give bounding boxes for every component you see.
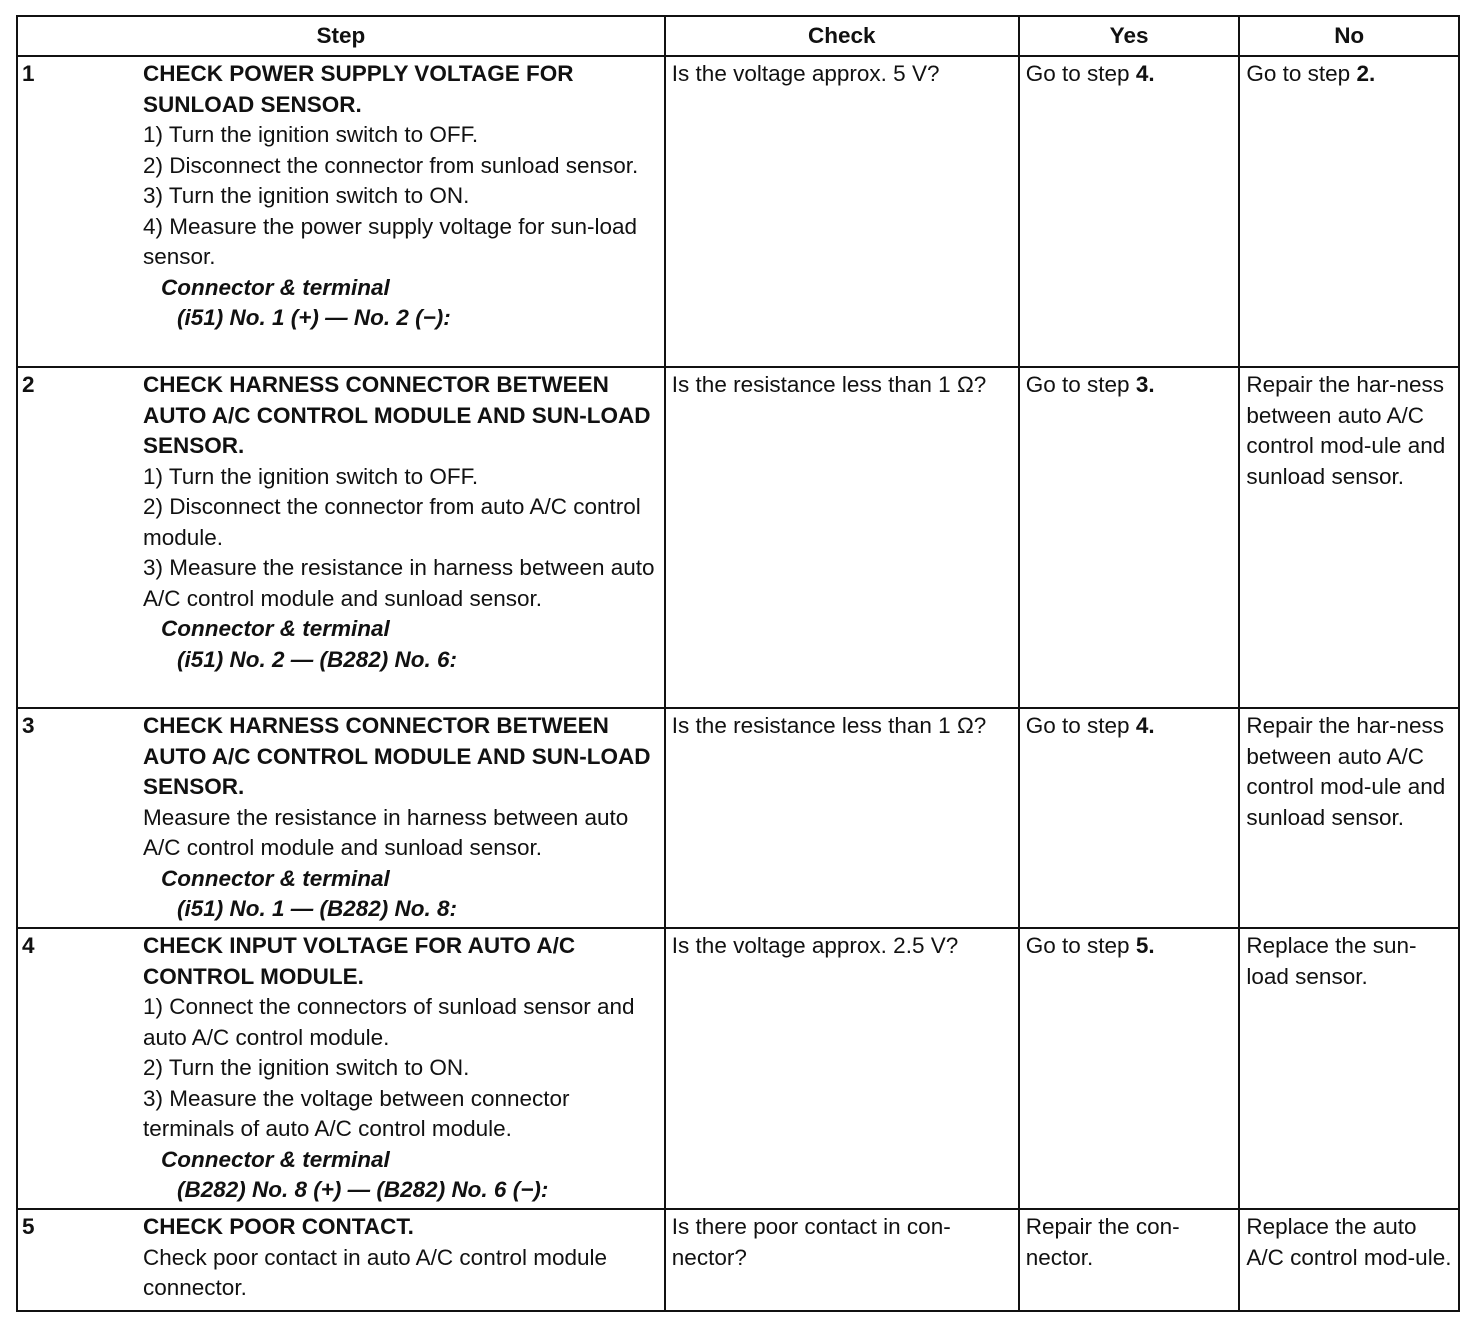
header-no: No [1239,16,1459,56]
connector-terminal-label: Connector & terminal [161,1146,390,1172]
step-instruction: 1) Turn the ignition switch to OFF. [143,122,479,147]
diagnostic-table [16,15,1460,1312]
check-question: Is the resistance less than 1 Ω? [671,713,987,738]
table-row [17,367,1459,708]
step-cell [17,367,665,708]
connector-terminal-label: Connector & terminal [161,865,390,891]
step-cell [17,708,665,928]
yes-cell [1019,367,1240,708]
step-number: 3 [22,713,35,738]
step-instruction: 2) Disconnect the connector from auto A/C control module. [143,494,641,550]
header-step: Step [17,16,665,56]
step-instruction: 4) Measure the power supply voltage for sun-load sensor. [143,213,638,269]
step-title: CHECK HARNESS CONNECTOR BETWEEN AUTO A/C CONTROL MODULE AND SUN-LOAD SENSOR. [143,713,651,799]
step-number: 2 [22,372,35,397]
yes-action-text: Repair the con-nector. [1025,1214,1180,1270]
check-cell [665,367,1019,708]
no-action-text: Repair the har-ness between auto A/C control mod-ule and sunload sensor. [1246,713,1446,830]
step-number: 4 [22,933,35,958]
no-action-text: Repair the har-ness between auto A/C control mod-ule and sunload sensor. [1246,372,1446,489]
connector-terminal-value: (i51) No. 1 — (B282) No. 8: [177,896,458,921]
yes-step-ref: 5. [1135,933,1155,958]
yes-cell [1019,928,1240,1209]
step-title: CHECK INPUT VOLTAGE FOR AUTO A/C CONTROL MODULE. [143,933,576,989]
no-cell [1239,1209,1459,1311]
step-instruction: Check poor contact in auto A/C control module connector. [143,1244,608,1300]
check-cell [665,708,1019,928]
connector-terminal-value: (i51) No. 2 — (B282) No. 6: [177,646,458,672]
step-title: CHECK POOR CONTACT. [143,1214,414,1239]
step-title: CHECK HARNESS CONNECTOR BETWEEN AUTO A/C CONTROL MODULE AND SUN-LOAD SENSOR. [143,372,651,458]
check-cell [665,928,1019,1209]
header-check: Check [665,16,1019,56]
yes-action-text: Go to step [1025,713,1136,738]
no-action-text: Go to step [1246,61,1357,86]
connector-terminal-label: Connector & terminal [161,274,390,300]
no-cell [1239,56,1459,367]
step-number: 5 [22,1214,35,1239]
table-row [17,56,1459,367]
table-row [17,708,1459,928]
check-question: Is there poor contact in con-nector? [671,1214,951,1270]
header-row [17,16,1459,56]
no-action-text: Replace the sun-load sensor. [1246,933,1417,989]
no-cell [1239,928,1459,1209]
step-instruction: 1) Connect the connectors of sunload sensor and auto A/C control module. [143,994,635,1050]
connector-terminal-value: (B282) No. 8 (+) — (B282) No. 6 (−): [177,1177,549,1202]
step-instruction: Measure the resistance in harness between auto A/C control module and sunload sensor. [143,804,629,860]
connector-terminal-label: Connector & terminal [161,616,390,641]
no-cell [1239,708,1459,928]
step-cell [17,928,665,1209]
no-step-ref: 2. [1356,61,1376,86]
yes-cell [1019,1209,1240,1311]
table-row [17,1209,1459,1311]
table-row [17,928,1459,1209]
yes-action-text: Go to step [1025,933,1136,958]
step-instruction: 2) Turn the ignition switch to ON. [143,1055,470,1080]
yes-action-text: Go to step [1025,372,1136,397]
yes-step-ref: 4. [1135,713,1155,738]
step-cell [17,1209,665,1311]
step-instruction: 1) Turn the ignition switch to OFF. [143,463,479,489]
yes-cell [1019,708,1240,928]
step-title: CHECK POWER SUPPLY VOLTAGE FOR SUNLOAD SENSOR. [143,61,574,117]
step-instruction: 3) Measure the resistance in harness between auto A/C control module and sunload sensor. [143,555,655,611]
check-cell [665,1209,1019,1311]
yes-action-text: Go to step [1025,61,1136,86]
no-action-text: Replace the auto A/C control mod-ule. [1246,1214,1452,1270]
step-instruction: 2) Disconnect the connector from sunload sensor. [143,152,639,178]
check-cell [665,56,1019,367]
no-cell [1239,367,1459,708]
step-instruction: 3) Turn the ignition switch to ON. [143,183,470,208]
check-question: Is the resistance less than 1 Ω? [671,372,987,397]
header-yes: Yes [1019,16,1240,56]
check-question: Is the voltage approx. 5 V? [671,61,940,86]
step-number: 1 [22,61,35,86]
check-question: Is the voltage approx. 2.5 V? [671,933,959,958]
yes-step-ref: 3. [1135,372,1155,397]
step-cell [17,56,665,367]
step-instruction: 3) Measure the voltage between connector terminals of auto A/C control module. [143,1085,570,1141]
connector-terminal-value: (i51) No. 1 (+) — No. 2 (−): [177,305,451,330]
yes-cell [1019,56,1240,367]
yes-step-ref: 4. [1135,61,1155,86]
